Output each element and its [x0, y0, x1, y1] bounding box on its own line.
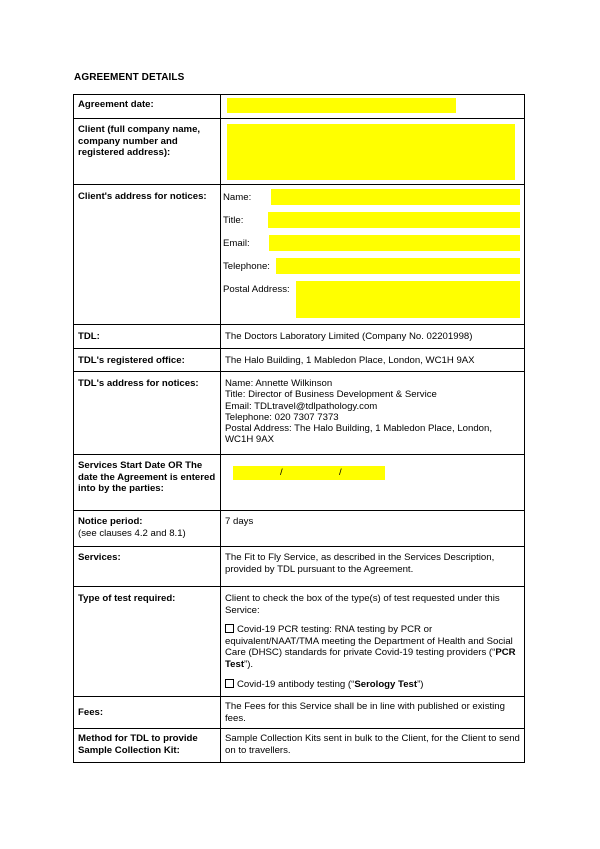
tdl-notices-label: TDL's address for notices:: [74, 372, 221, 455]
serology-test-checkbox[interactable]: [225, 679, 234, 688]
email-label: Email:: [223, 238, 250, 249]
table-row: [74, 119, 525, 185]
table-row: [74, 547, 525, 587]
sample-kit-method-value: Sample Collection Kits sent in bulk to the Client, for the Client to send on to travellers.: [221, 729, 525, 763]
client-telephone-field[interactable]: [276, 258, 520, 274]
services-start-date-label: Services Start Date OR The date the Agreement is entered into by the parties:: [74, 455, 221, 511]
services-value: The Fit to Fly Service, as described in the Services Description, provided by TDL pursuant to the Agreement.: [221, 547, 525, 587]
date-separator: /: [339, 467, 342, 478]
client-field[interactable]: [227, 124, 515, 180]
agreement-date-field[interactable]: [227, 98, 456, 113]
client-address-label: Client's address for notices:: [74, 185, 221, 325]
client-title-field[interactable]: [268, 212, 520, 228]
tdl-notices-postal: Postal Address: The Halo Building, 1 Mabledon Place, London, WC1H 9AX: [225, 423, 493, 446]
pcr-test-option: Covid-19 PCR testing: RNA testing by PCR or equivalent/NAAT/TMA meeting the Department of Health and Social Care (DHSC) standards for private Covid-19 testing providers (“PCR Test”).: [225, 624, 516, 670]
notice-period-clause-ref: (see clauses 4.2 and 8.1): [78, 527, 186, 539]
test-type-intro: Client to check the box of the type(s) of test requested under this Service:: [225, 593, 500, 616]
pcr-test-checkbox[interactable]: [225, 624, 234, 633]
serology-test-option: Covid-19 antibody testing (“Serology Test”): [225, 679, 520, 691]
page-heading: AGREEMENT DETAILS: [74, 72, 185, 83]
table-row: [74, 729, 525, 763]
tdl-label: TDL:: [74, 325, 221, 349]
telephone-label: Telephone:: [223, 261, 270, 272]
table-row: [74, 95, 525, 119]
postal-address-label: Postal Address:: [223, 284, 290, 295]
table-row: [74, 455, 525, 511]
tdl-notices-name: Name: Annette Wilkinson: [225, 378, 333, 389]
table-row: [74, 511, 525, 547]
tdl-notices-email: Email: TDLtravel@tdlpathology.com: [225, 400, 378, 412]
table-row: [74, 697, 525, 729]
notice-period-value: 7 days: [221, 511, 525, 547]
notice-period-label: Notice period:: [78, 516, 143, 527]
client-postal-address-field[interactable]: [296, 281, 520, 318]
client-email-field[interactable]: [269, 235, 520, 251]
table-row: [74, 325, 525, 349]
test-type-label: Type of test required:: [74, 587, 221, 697]
tdl-notices-telephone: Telephone: 020 7307 7373: [225, 411, 339, 423]
tdl-notices-title: Title: Director of Business Development & Service: [225, 389, 437, 401]
tdl-value: The Doctors Laboratory Limited (Company No. 02201998): [221, 325, 525, 349]
title-label: Title:: [223, 215, 244, 226]
agreement-details-table: [73, 94, 525, 763]
client-name-field[interactable]: [271, 189, 520, 205]
table-row: [74, 349, 525, 372]
services-start-date-field[interactable]: [233, 466, 385, 480]
tdl-registered-office-label: TDL's registered office:: [74, 349, 221, 372]
table-row: [74, 372, 525, 455]
table-row: [74, 185, 525, 325]
table-row: [74, 587, 525, 697]
tdl-registered-office-value: The Halo Building, 1 Mabledon Place, London, WC1H 9AX: [221, 349, 525, 372]
agreement-date-label: Agreement date:: [74, 95, 221, 119]
date-separator: /: [280, 467, 283, 478]
sample-kit-method-label: Method for TDL to provide Sample Collection Kit:: [74, 729, 221, 763]
name-label: Name:: [223, 192, 252, 203]
fees-value: The Fees for this Service shall be in line with published or existing fees.: [221, 697, 525, 729]
fees-label: Fees:: [74, 697, 221, 729]
services-label: Services:: [74, 547, 221, 587]
client-label: Client (full company name, company number and registered address):: [74, 119, 221, 185]
